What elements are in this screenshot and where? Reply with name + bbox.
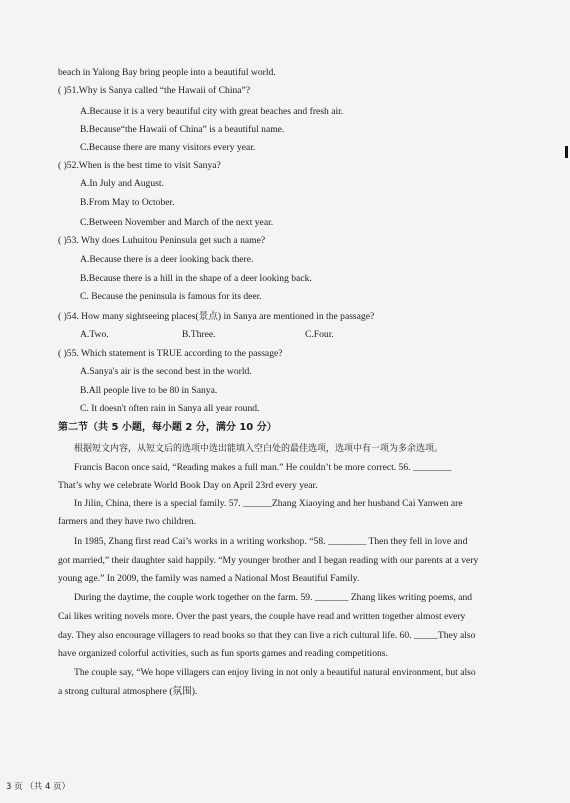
question-53-stem: ( )53. Why does Luhuitou Peninsula get such a name? (58, 235, 266, 246)
passage-line: young age.” In 2009, the family was named a National Most Beautiful Family. (58, 573, 360, 584)
question-51-stem: ( )51.Why is Sanya called “the Hawaii of China”? (58, 85, 251, 96)
question-54-option-a: A.Two. (80, 329, 109, 340)
section-title: 第二节（共 5 小题，每小题 2 分，满分 10 分） (58, 422, 277, 433)
intro-line: beach in Yalong Bay bring people into a beautiful world. (58, 67, 276, 78)
question-55-option-a: A.Sanya's air is the second best in the world. (80, 366, 252, 377)
section-instruction: 根据短文内容，从短文后的选项中选出能填入空白处的最佳选项，选项中有一项为多余选项。 (74, 444, 444, 454)
page-footer: 3 页 （共 4 页） (6, 782, 71, 792)
passage-line: That’s why we celebrate World Book Day on April 23rd every year. (58, 480, 318, 491)
passage-line: a strong cultural atmosphere (氛围). (58, 686, 198, 697)
question-53-option-a: A.Because there is a deer looking back there. (80, 254, 254, 265)
question-52-stem: ( )52.When is the best time to visit Sanya? (58, 160, 221, 171)
question-55-option-b: B.All people live to be 80 in Sanya. (80, 385, 218, 396)
question-53-option-c: C. Because the peninsula is famous for its deer. (80, 291, 262, 302)
passage-line: farmers and they have two children. (58, 516, 196, 527)
margin-mark (565, 146, 568, 158)
passage-line: Francis Bacon once said, “Reading makes a full man.” He couldn’t be more correct. 56. ________ (74, 462, 452, 473)
passage-line: got married,” their daughter said happily. “My younger brother and I began reading with our parents at a very (58, 555, 479, 566)
question-55-stem: ( )55. Which statement is TRUE according to the passage? (58, 348, 283, 359)
question-54-option-c: C.Four. (305, 329, 334, 340)
question-52-option-b: B.From May to October. (80, 197, 175, 208)
question-54-option-b: B.Three. (182, 329, 216, 340)
question-55-option-c: C. It doesn't often rain in Sanya all year round. (80, 403, 260, 414)
passage-line: During the daytime, the couple work together on the farm. 59. _______ Zhang likes writing poems, and (74, 592, 473, 603)
question-54-stem: ( )54. How many sightseeing places(景点) in Sanya are mentioned in the passage? (58, 311, 375, 322)
question-52-option-c: C.Between November and March of the next year. (80, 217, 274, 228)
question-51-option-a: A.Because it is a very beautiful city with great beaches and fresh air. (80, 106, 344, 117)
question-52-option-a: A.In July and August. (80, 178, 164, 189)
passage-line: have organized colorful activities, such as fun sports games and reading competitions. (58, 648, 388, 659)
question-51-option-b: B.Because“the Hawaii of China” is a beautiful name. (80, 124, 285, 135)
passage-line: The couple say, “We hope villagers can enjoy living in not only a beautiful natural environment, but also (74, 667, 476, 678)
question-51-option-c: C.Because there are many visitors every year. (80, 142, 256, 153)
question-53-option-b: B.Because there is a hill in the shape of a deer looking back. (80, 273, 312, 284)
passage-line: In 1985, Zhang first read Cai’s works in a writing workshop. “58. ________ Then they fell in love and (74, 536, 468, 547)
passage-line: Cai likes writing novels more. Over the past years, the couple have read and written together almost every (58, 611, 466, 622)
passage-line: In Jilin, China, there is a special family. 57. ______Zhang Xiaoying and her husband Cai Yanwen are (74, 498, 463, 509)
passage-line: day. They also encourage villagers to read books so that they can live a rich cultural life. 60. _____They also (58, 630, 476, 641)
